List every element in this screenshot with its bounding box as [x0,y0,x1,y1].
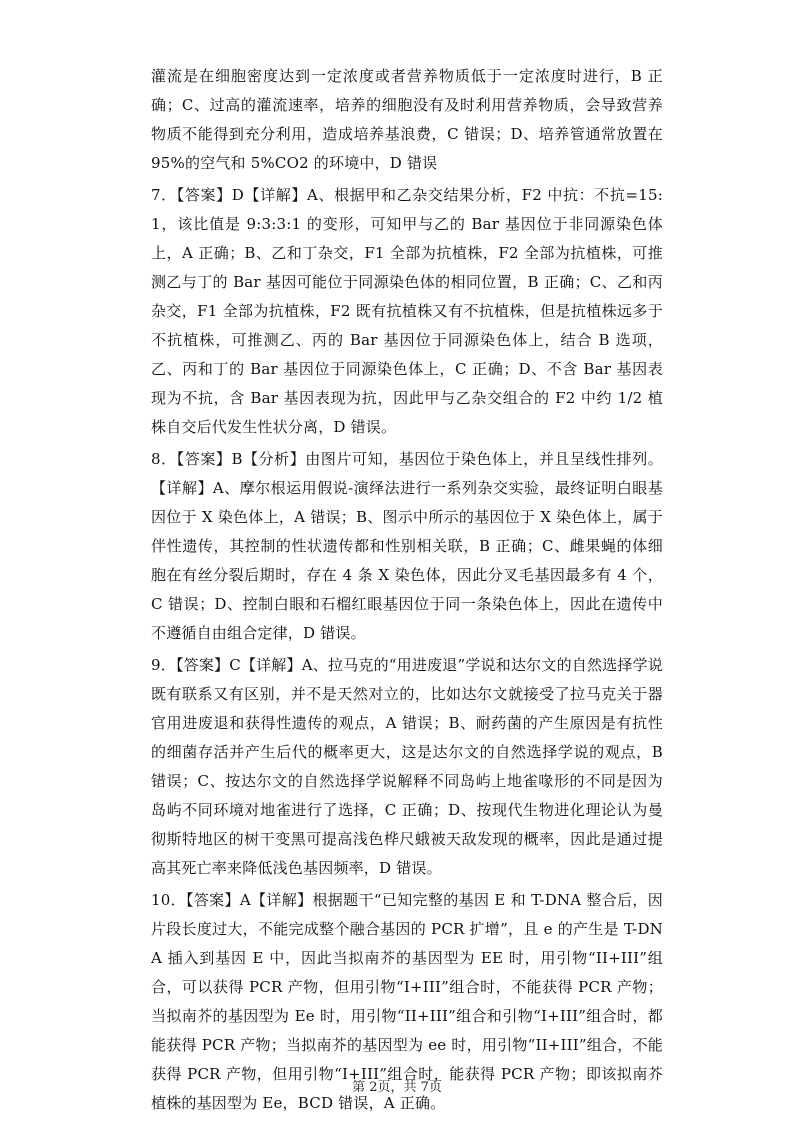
answer-9: 9．【答案】C【详解】A、拉马克的“用进废退”学说和达尔文的自然选择学说既有联系又有区别，并不是天然对立的，比如达尔文就接受了拉马克关于器官用进废退和获得性遗传的观点，A 错误；B、耐药菌的产生原因是有抗性的细菌存活并产生后代的概率更大，这是达尔文的自然选择学说的观点，B 错误；C、按达尔文的自然选择学说解释不同岛屿上地雀喙形的不同是因为岛屿不同环境对地雀进行了选择，C 正确；D、按现代生物进化理论认为曼彻斯特地区的树干变黑可提高浅色桦尺蛾被天敌发现的概率，因此是通过提高其死亡率来降低浅色基因频率，D 错误。 [151,656,663,877]
paragraph-continuation: 灌流是在细胞密度达到一定浓度或者营养物质低于一定浓度时进行，B 正确；C、过高的灌流速率，培养的细胞没有及时利用营养物质，会导致营养物质不能得到充分利用，造成培养基浪费，C 错误；D、培养管通常放置在 95%的空气和 5%CO2 的环境中，D 错误 [151,67,663,172]
answer-10: 10．【答案】A【详解】根据题干“已知完整的基因 E 和 T-DNA 整合后，因片段长度过大，不能完成整个融合基因的 PCR 扩增”，且 e 的产生是 T-DNA 插入到基因 E 中，因此当拟南芥的基因型为 EE 时，用引物“II+III”组合，可以获得 PCR 产物，但用引物“I+III”组合时，不能获得 PCR 产物；当拟南芥的基因型为 Ee 时，用引物“II+III”组合和引物“I+III”组合时，都能获得 PCR 产物；当拟南芥的基因型为 ee 时，用引物“II+III”组合，不能获得 PCR 产物，但用引物“I+III”组合时，能获得 PCR 产物；即该拟南芥植株的基因型为 Ee，BCD 错误，A 正确。 [151,891,663,1112]
page-footer: 第 2页，共 7页 [352,1080,442,1095]
answer-content [151,62,663,1121]
answer-7: 7．【答案】D【详解】A、根据甲和乙杂交结果分析，F2 中抗：不抗=15:1，该比值是 9:3:3:1 的变形，可知甲与乙的 Bar 基因位于非同源染色体上，A 正确；B、乙和丁杂交，F1 全部为抗植株，F2 全部为抗植株，可推测乙与丁的 Bar 基因可能位于同源染色体的相同位置，B 正确；C、乙和丙杂交，F1 全部为抗植株，F2 既有抗植株又有不抗植株，但是抗植株远多于不抗植株，可推测乙、丙的 Bar 基因位于同源染色体上，结合 B 选项，乙、丙和丁的 Bar 基因位于同源染色体上，C 正确；D、不含 Bar 基因表现为不抗，含 Bar 基因表现为抗，因此甲与乙杂交组合的 F2 中约 1/2 植株自交后代发生性状分离，D 错误。 [151,186,663,436]
answer-8: 8．【答案】B【分析】由图片可知，基因位于染色体上，并且呈线性排列。【详解】A、摩尔根运用假说-演绎法进行一系列杂交实验，最终证明白眼基因位于 X 染色体上，A 错误；B、图示中所示的基因位于 X 染色体上，属于伴性遗传，其控制的性状遗传都和性别相关联，B 正确；C、雌果蝇的体细胞在有丝分裂后期时，存在 4 条 X 染色体，因此分叉毛基因最多有 4 个，C 错误；D、控制白眼和石榴红眼基因位于同一条染色体上，因此在遗传中不遵循自由组合定律，D 错误。 [151,450,663,642]
